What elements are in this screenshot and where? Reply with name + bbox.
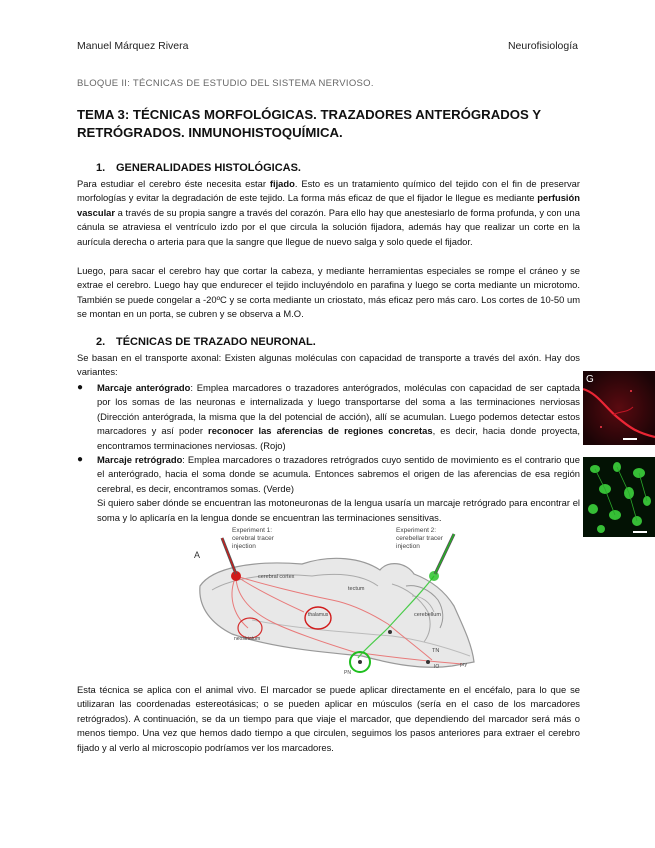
label-thalamus: thalamus <box>308 612 329 618</box>
section-1-number: 1. <box>96 162 106 174</box>
label-neostriatum: neostriatum <box>234 636 261 642</box>
exp2-line3: injection <box>396 543 420 550</box>
text-run: : Emplea marcadores o trazadores anterógrados, moléculas con capacidad de ser captada por los somas de las neuronas e internalizada y luego transportarse del soma a las terminaciones nerviosas (Dirección anterógrada, la misma que la del potencial de acción), allí se acumulan. Luego podemos detectar estos marcadores y así poder <box>97 382 581 437</box>
exp1-line3: injection <box>232 543 256 550</box>
section-1-heading <box>96 162 301 174</box>
header-author: Manuel Márquez Rivera <box>77 40 189 52</box>
label-cerebellum: cerebellum <box>414 612 441 618</box>
section-2-intro: Se basan en el transporte axonal: Existen algunas moléculas con capacidad de transporte a través del axón. Hay dos variantes: <box>77 352 580 378</box>
bold-term-perfusion: perfusión vascular <box>77 192 580 218</box>
label-pn: PN <box>344 670 351 676</box>
block-title: BLOQUE II: TÉCNICAS DE ESTUDIO DEL SISTEMA NERVIOSO. <box>77 78 374 89</box>
text-run: , es decir, hacia donde proyecta, encontramos terminaciones nerviosas. (Rojo) <box>97 425 580 451</box>
section-2-heading <box>96 336 316 348</box>
section-1-paragraph-1 <box>77 177 580 249</box>
label-pry: pry <box>460 662 467 668</box>
text-run: a través de su propia sangre a través del corazón. Para ello hay que anestesiarlo de forma profunda, y con una cánula se atraviesa el ventrículo izdo por el que circula la solución fijadora, además hay que realizar un corte en la aurícula derecha o arteria para que la sangre que llegue de nuevo salga y solo quede el fijador. <box>77 206 580 247</box>
section-2-number: 2. <box>96 336 106 348</box>
section-1-paragraph-2: Luego, para sacar el cerebro hay que cortar la cabeza, y mediante herramientas especiales se rompe el cráneo y se extrae el cerebro. Luego hay que endurecer el tejido incluyéndolo en parafina y luego se corta mediante un microtomo. También se puede congelar a -20ºC y se corta mediante un criostato, más eficaz pero más caro. Los cortes de 10-50 um se montan en un porta, se cubren y se observa a M.O. <box>77 265 580 320</box>
retrograde-example: Si quiero saber dónde se encuentran las motoneuronas de la lengua usaría un marcaje retrógrado para encontrar el soma y lo aplicaría en la lengua donde se encuentran las terminaciones sensitivas. <box>97 497 580 523</box>
section-1-title: GENERALIDADES HISTOLÓGICAS. <box>116 162 301 174</box>
header-subject: Neurofisiología <box>507 40 578 52</box>
list-item-anterograde <box>77 381 580 453</box>
section-2-closing: Esta técnica se aplica con el animal vivo. El marcador se puede aplicar directamente en el encéfalo, para lo que se utilizaran las coordenadas estereotásicas; o se pueden aplicar en músculos (sería en el caso de los marcadores retrógrados). A continuación, se da un tiempo para que viaje el marcador, que dependiendo del marcador será más o menos tiempo. Una vez que hemos dado tiempo a que circulen, seguimos los pasos anteriores para extraer el cerebro fijado y al verlo al microscopio podríamos ver los marcadores. <box>77 684 580 753</box>
exp1-line2: cerebral tracer <box>232 535 274 542</box>
exp1-line1: Experiment 1: <box>232 527 273 534</box>
bold-term-fijado: fijado <box>269 178 295 189</box>
bold-phrase: reconocer las aferencias de regiones concretas <box>208 425 433 437</box>
bold-term-anterograde: Marcaje anterógrado <box>97 382 191 393</box>
tracer-list <box>77 381 580 525</box>
micrograph-label: G <box>586 374 594 385</box>
section-2-title: TÉCNICAS DE TRAZADO NEURONAL. <box>116 336 316 348</box>
label-tectum: tectum <box>348 586 365 592</box>
exp2-line2: cerebellar tracer <box>396 535 443 542</box>
micrograph-anterograde-red <box>583 371 655 445</box>
figure-panel-letter: A <box>194 550 201 560</box>
micrograph-retrograde-green <box>583 457 655 537</box>
label-tn: TN <box>432 648 440 654</box>
label-io: IO <box>434 664 440 670</box>
topic-title: TEMA 3: TÉCNICAS MORFOLÓGICAS. TRAZADORES ANTERÓGRADOS Y RETRÓGRADOS. INMUNOHISTOQUÍMICA. <box>77 107 541 140</box>
tracer-injection-figure <box>192 524 482 686</box>
label-cerebral-cortex: cerebral cortex <box>258 574 295 580</box>
bullet-icon: ● <box>77 454 84 466</box>
list-item-retrograde <box>77 453 580 496</box>
text-run: . Esto es un tratamiento químico del tejido con el fin de preservar morfologías y evitar la degradación de este tejido. La forma más eficaz de que el fijador le llegue es mediante <box>77 178 581 204</box>
bold-term-retrograde: Marcaje retrógrado <box>97 454 183 466</box>
exp2-line1: Experiment 2: <box>396 527 437 534</box>
text-run: Para estudiar el cerebro éste necesita estar <box>77 178 270 189</box>
bullet-icon: ● <box>77 382 84 393</box>
text-run: : Emplea marcadores o trazadores retrógrados cuyo sentido de movimiento es el contrario que el anterógrado, hacia el soma donde se acumula. Entonces sabremos el origen de las aferencias de esa región cerebral, es decir, encontramos somas. (Verde) <box>97 454 580 494</box>
